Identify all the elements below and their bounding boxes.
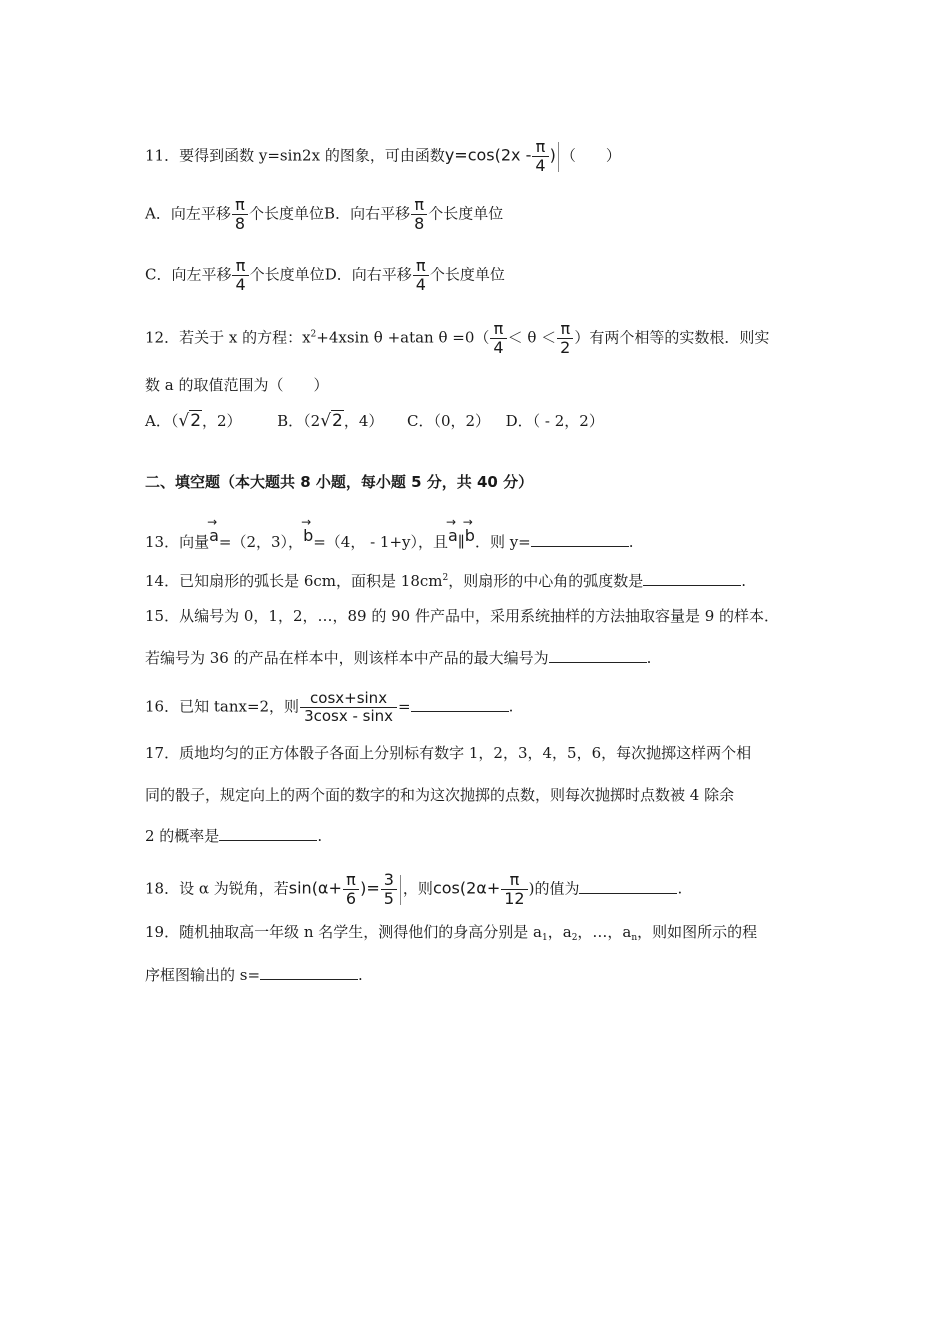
q18-n2: 3 — [383, 870, 394, 889]
question-13 — [145, 520, 634, 552]
question-18 — [145, 871, 682, 908]
question-19-line2 — [145, 965, 363, 985]
q18-sin: sin(α+ — [288, 878, 342, 898]
q18-frac-pi-6 — [343, 871, 359, 908]
q11-answer-paren: （ ） — [560, 146, 621, 165]
q19-sub2: 2 — [571, 933, 578, 943]
q11-option-d-label: D．向右平移 — [324, 265, 412, 284]
q15-line2-text: 若编号为 36 的产品在样本中，则该样本中产品的最大编号为 — [145, 649, 549, 667]
q11-fraction — [532, 138, 548, 175]
q12-pi-num: π — [493, 319, 504, 338]
q12-text2: +4xsin θ +atan θ =0（ — [316, 328, 490, 347]
q19-subn: n — [631, 933, 638, 943]
q18-mid: ，则 — [402, 879, 433, 898]
q14-text: 14．已知扇形的弧长是 6cm，面积是 18cm — [145, 572, 443, 590]
q11-c-num: π — [235, 256, 246, 275]
q11-option-b-label: B．向右平移 — [324, 204, 411, 223]
q11-frac-num: π — [535, 137, 546, 156]
q16-pre: 16．已知 tanx=2，则 — [145, 697, 300, 716]
q12-text3: ）有两个相等的实数根．则实 — [574, 328, 770, 347]
q19-sep2: ，…，a — [577, 923, 632, 941]
q13-vector-b: → b — [303, 520, 313, 546]
question-15-line1: 15．从编号为 0，1，2，…，89 的 90 件产品中，采用系统抽样的方法抽取容量是 9 的样本． — [145, 607, 780, 625]
q11-option-a-unit: 个长度单位 — [249, 204, 325, 223]
q16-den: 3cosx - sinx — [300, 707, 397, 725]
q11-options-ab — [145, 196, 503, 233]
q16-eq: = — [398, 697, 411, 716]
q11-c-den: 4 — [232, 275, 248, 294]
q12-a-rad: 2 — [190, 411, 202, 431]
q12-frac-pi-2 — [557, 320, 573, 357]
q11-option-c-frac — [232, 257, 248, 294]
q15-end: . — [646, 649, 652, 667]
q19-end: . — [358, 966, 363, 984]
q16-num: cosx+sinx — [310, 689, 388, 707]
q11-options-cd — [145, 257, 505, 294]
q11-a-den: 8 — [232, 214, 248, 233]
q12-inequality: ＜ θ ＜ — [507, 328, 557, 347]
q19-text-b: ，则如图所示的程 — [637, 923, 758, 941]
q18-d2: 5 — [381, 889, 397, 908]
q12-a-pre: A．（ — [145, 412, 179, 430]
q19-answer-blank[interactable] — [260, 965, 358, 980]
q18-eq: )= — [360, 878, 380, 898]
q12-options — [145, 411, 604, 431]
q13-vector-b2: → b — [465, 520, 475, 546]
q13-post: ．则 y= — [474, 533, 531, 551]
q12-b-post: ，4） — [343, 412, 384, 430]
q11-d-den: 4 — [413, 275, 429, 294]
q13-end: . — [628, 533, 634, 551]
q11-option-b-unit: 个长度单位 — [428, 204, 504, 223]
q16-end: . — [508, 697, 514, 716]
question-17-line3 — [145, 826, 322, 846]
q12-a-post: ，2） — [202, 412, 242, 430]
q13-vector-a2: → a — [448, 520, 458, 546]
question-15-line2 — [145, 648, 651, 668]
question-14 — [145, 568, 746, 591]
q19-text-a: 19．随机抽取高一年级 n 名学生，测得他们的身高分别是 a — [145, 923, 542, 941]
q17-line3-text: 2 的概率是 — [145, 827, 220, 845]
q12-pi-den: 4 — [490, 338, 506, 357]
q11-d-num: π — [415, 256, 426, 275]
q11-function: y=cos(2x - — [444, 145, 532, 165]
q11-frac-den: 4 — [532, 156, 548, 175]
question-12 — [145, 320, 769, 357]
q19-sep1: ，a — [547, 923, 572, 941]
q12-pi2-den: 2 — [557, 338, 573, 357]
q18-n3: π — [509, 870, 520, 889]
q13-answer-blank[interactable] — [531, 532, 629, 547]
q12-b-rad: 2 — [332, 411, 343, 431]
q19-line2-text: 序框图输出的 s= — [145, 966, 261, 984]
q13-pre: 13．向量 — [145, 533, 210, 551]
q12-a-sqrt: √2 — [178, 411, 202, 431]
q12-frac-pi-4 — [490, 320, 506, 357]
q18-post: )的值为 — [528, 879, 580, 898]
q13-mid2: =（4， - 1+y），且 — [313, 533, 449, 551]
q11-option-a-frac — [232, 196, 248, 233]
q14-end: . — [741, 572, 747, 590]
q13-mid1: =（2，3）， — [218, 533, 304, 551]
q12-sup: 2 — [310, 329, 317, 340]
q12-pi2-num: π — [560, 319, 571, 338]
q11-option-a-label: A．向左平移 — [145, 204, 231, 223]
q11-close: ) — [549, 145, 556, 165]
q12-line2: 数 a 的取值范围为（ ） — [145, 376, 329, 394]
q18-pre: 18．设 α 为锐角，若 — [145, 879, 289, 898]
q17-answer-blank[interactable] — [219, 826, 317, 841]
section-2-heading: 二、填空题（本大题共 8 小题，每小题 5 分，共 40 分） — [145, 473, 534, 491]
q19-sub1: 1 — [542, 933, 548, 943]
q11-option-d-frac — [413, 257, 429, 294]
question-16 — [145, 690, 513, 725]
q14-sup: 2 — [442, 573, 449, 583]
q18-cos: cos(2α+ — [432, 878, 501, 898]
question-19-line1 — [145, 922, 757, 948]
question-17-line2: 同的骰子，规定向上的两个面的数字的和为这次抛掷的点数，则每次抛掷时点数被 4 除余 — [145, 786, 735, 804]
question-11 — [145, 138, 621, 175]
q11-option-c-unit: 个长度单位 — [249, 265, 325, 284]
q11-option-b-frac — [411, 196, 427, 233]
q17-end: . — [317, 827, 323, 845]
q14-text2: ，则扇形的中心角的弧度数是 — [448, 572, 644, 590]
q18-end: . — [677, 879, 683, 898]
q11-a-num: π — [235, 195, 245, 214]
q18-answer-blank[interactable] — [579, 879, 677, 894]
q18-d1: 6 — [343, 889, 359, 908]
q12-b-sqrt: √2 — [320, 411, 343, 431]
q18-d3: 12 — [501, 889, 527, 908]
q18-n1: π — [346, 870, 356, 889]
q11-divider — [558, 142, 559, 172]
q11-b-num: π — [414, 195, 424, 214]
q14-answer-blank[interactable] — [643, 571, 741, 586]
q18-frac-pi-12 — [501, 871, 527, 908]
q12-option-c: C．（0，2） — [406, 412, 491, 430]
q18-frac-3-5 — [381, 871, 397, 908]
q15-answer-blank[interactable] — [549, 648, 647, 663]
q18-divider — [400, 875, 401, 905]
q13-parallel: ∥ — [457, 533, 465, 551]
q12-option-d: D．（ - 2，2） — [505, 412, 604, 430]
q16-fraction — [300, 690, 397, 725]
question-17-line1: 17．质地均匀的正方体骰子各面上分别标有数字 1，2，3，4，5，6，每次抛掷这样两个相 — [145, 744, 752, 762]
q11-option-c-label: C．向左平移 — [145, 265, 232, 284]
q11-b-den: 8 — [411, 214, 427, 233]
q13-vector-a: → a — [209, 520, 219, 546]
q12-text1: 12．若关于 x 的方程：x — [145, 328, 311, 347]
q16-answer-blank[interactable] — [411, 697, 509, 712]
q12-b-pre: B．（2 — [277, 412, 321, 430]
q11-text: 11．要得到函数 y=sin2x 的图象，可由函数 — [145, 146, 445, 165]
q11-option-d-unit: 个长度单位 — [429, 265, 505, 284]
